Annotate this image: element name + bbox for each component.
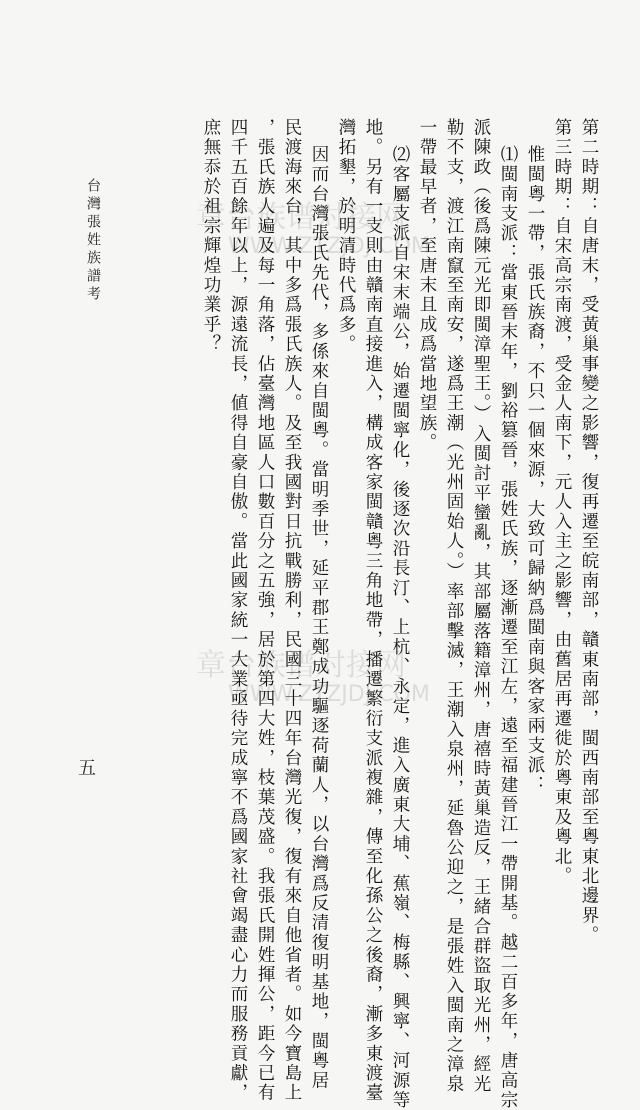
text-column-13: ，張氏族人遍及每一角落，佔臺灣地區人口數百分之五強，居於第四大姓，枝葉茂盛。我張氏開姓揮公，距今已有 xyxy=(255,118,275,1103)
page-number: 五 xyxy=(78,758,96,779)
running-head: 台灣張姓族譜考 xyxy=(85,178,101,304)
text-column-4: ⑴閩南支派：當東晉末年，劉裕篡晉，張姓氏族，逐漸遷至江左，遠至福建晉江一帶開基。越二百多年，唐高宗 xyxy=(498,145,518,1110)
text-column-12: 民渡海來台，其中多爲張氏族人。及至我國對日抗戰勝利，民國三十四年台灣光復，復有來自他省者。如今寶島上 xyxy=(282,118,302,1103)
text-column-11: 因而台灣張氏先代，多係來自閩粵。當明季世，延平郡王鄭成功驅逐荷蘭人，以台灣爲反清復明基地，閩粵居 xyxy=(309,145,329,1091)
watermark-cn-bottom: 章台族谱对接网 xyxy=(196,648,406,683)
text-column-8: ⑵客屬支派自宋末端公，始遷閩寧化，後逐次沿長汀、上杭、永定，進入廣東大埔、蕉嶺、梅縣、興寧、河源等 xyxy=(390,145,410,1110)
text-column-6: 勒不支，渡江南竄至南安，遂爲王潮（光州固始人。）率部擊滅，王潮入泉州，延魯公迎之，是張姓入閩南之漳泉 xyxy=(444,118,464,1095)
watermark-en-bottom: WWW.ZTZJDJ.COM xyxy=(228,682,430,707)
text-column-14: 四千五百餘年以上，源遠流長，値得自豪自傲。當此國家統一大業亟待完成寧不爲國家社會竭盡心力而服務貢獻， xyxy=(228,118,248,1103)
text-column-2: 第三時期：自宋高宗南渡，受金人南下，元人入主之影響，由舊居再遷徙於粵東及粵北。 xyxy=(552,118,572,887)
text-column-10: 灣拓墾，於明清時代爲多。 xyxy=(336,118,356,355)
text-column-5: 派陳政（後爲陳元光即閩漳聖王。）入閩討平蠻亂，其部屬落籍漳州，唐禧時黃巢造反，王緒合群盜取光州，經光 xyxy=(471,118,491,1095)
text-column-15: 庶無忝於祖宗輝煌功業乎？ xyxy=(201,118,221,355)
watermark-cn-top: 章台族谱对接网 xyxy=(196,200,406,235)
text-column-7: 一帶最早者，至唐末且成爲當地望族。 xyxy=(417,118,437,453)
text-column-1: 第二時期：自唐末，受黃巢事變之影響，復再遷至皖南部，贛東南部，閩西南部至粵東北邊界。 xyxy=(579,118,599,946)
watermark-en-top: WWW.ZTZJDJ.COM xyxy=(228,234,430,259)
text-column-9: 地。另有一支則由贛南直接進入，構成客家閩贛粵三角地帶，播遷繁衍支派複雜，傳至化孫公之後裔，漸多東渡臺 xyxy=(363,118,383,1103)
text-column-3: 惟閩粵一帶，張氏族裔，不只一個來源，大致可歸納爲閩南與客家兩支派： xyxy=(525,145,545,796)
